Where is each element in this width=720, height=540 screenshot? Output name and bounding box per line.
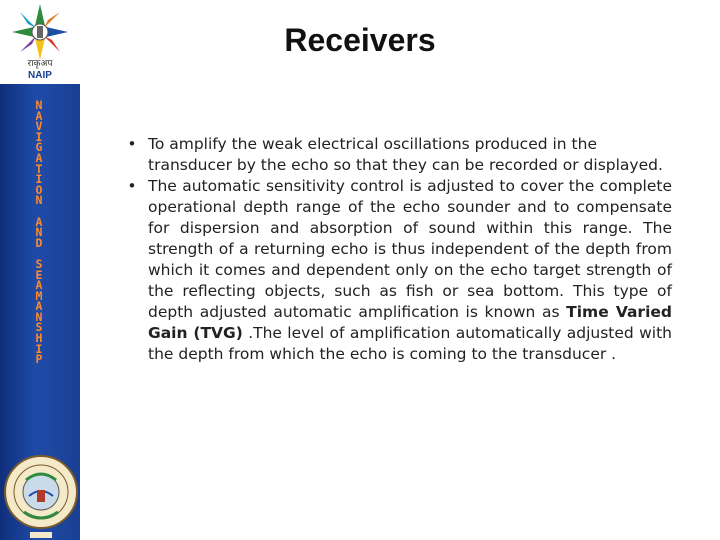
naip-logo (4, 2, 76, 80)
sidebar-letter: N (35, 193, 43, 208)
sidebar-letter: N (35, 309, 43, 324)
bullet-bold-term: Time Varied Gain (TVG) (148, 303, 672, 342)
bullet-symbol: • (127, 177, 137, 195)
sidebar-letter: H (35, 331, 43, 346)
sidebar-letter: V (35, 119, 43, 134)
bullet-text-part: The automatic sensitivity control is adjusted to cover the complete operational depth range of the echo sounder and to compensate for dispersion and absorption of sound within this range. The strength of a returning echo is thus independent of the depth from which it comes and dependent only on the echo target strength of the reflecting objects, such as fish or sea bottom. This type of depth adjusted automatic amplification is known as (148, 177, 672, 321)
sidebar-letter: S (35, 256, 43, 271)
sidebar-vertical-text (28, 100, 50, 365)
sidebar-letter: P (35, 352, 43, 367)
svg-text:राकृअप: राकृअप (27, 59, 53, 69)
bullet-text: To amplify the weak electrical oscillations produced in the transducer by the echo so that they can be recorded or displayed. (148, 135, 663, 174)
sidebar-letter: A (35, 214, 43, 229)
slide-content (116, 134, 672, 365)
sidebar-letter: A (35, 150, 43, 165)
bullet-text-part: .The level of amplification automatically adjusted with the depth from which the echo is coming to the transducer . (148, 324, 672, 363)
slide-title: Receivers (284, 22, 436, 58)
sidebar-letter: N (35, 98, 43, 112)
sidebar-letter: I (35, 129, 43, 144)
sidebar-letter: I (35, 341, 43, 356)
logo-top-label: NAIP (28, 70, 52, 80)
bullet-item (116, 176, 672, 365)
sidebar-letter: M (35, 288, 43, 303)
bullet-text (148, 176, 672, 365)
sidebar-letter: N (35, 225, 43, 240)
sidebar (0, 0, 80, 540)
sidebar-letter: S (35, 320, 43, 335)
sidebar-letter: T (35, 161, 43, 176)
sidebar-letter: E (35, 267, 43, 282)
sidebar-letter: A (35, 278, 43, 293)
sidebar-letter: D (35, 235, 43, 250)
sidebar-letter: G (35, 140, 43, 155)
institute-seal (2, 450, 80, 540)
bullet-symbol: • (127, 135, 137, 153)
bullet-item (116, 134, 672, 176)
sidebar-letter: I (35, 172, 43, 187)
sidebar-letter: A (35, 108, 43, 123)
sidebar-letter: O (35, 182, 43, 197)
sidebar-letter: A (35, 299, 43, 314)
